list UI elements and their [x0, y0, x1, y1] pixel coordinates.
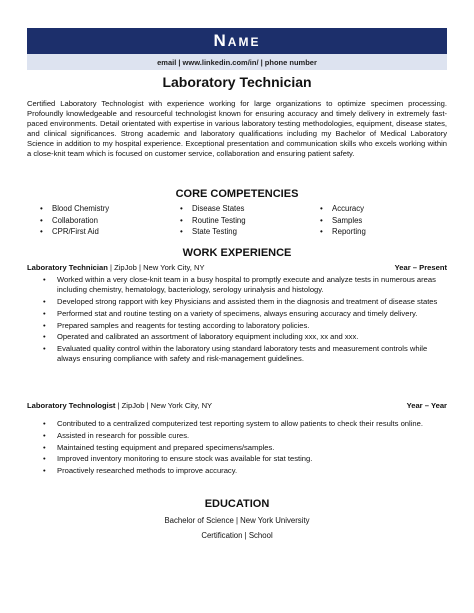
job-bullets: [27, 275, 447, 365]
candidate-name: Name: [213, 31, 261, 50]
resume-title: Laboratory Technician: [162, 74, 312, 90]
bullet-icon: •: [320, 204, 323, 213]
bullet-icon: •: [180, 215, 183, 225]
contact-bar: [27, 54, 447, 70]
competency-item: • Accuracy: [320, 204, 365, 213]
job-role: Laboratory Technician: [27, 263, 108, 272]
competency-item: • State Testing: [180, 227, 237, 236]
bullet-icon: •: [320, 227, 323, 236]
competency-item: • Blood Chemistry: [40, 204, 110, 213]
education-certification: Certification | School: [201, 531, 273, 540]
job-details: | ZipJob | New York City, NY: [107, 263, 205, 272]
education-degree: Bachelor of Science | New York University: [164, 516, 310, 525]
list-item: • Performed stat and routine testing on a variety of specimens, always ensuring accuracy and timely delivery.: [57, 309, 447, 319]
bullet-icon: •: [180, 227, 183, 236]
bullet-icon: •: [40, 204, 43, 213]
competency-item: • Reporting: [320, 227, 366, 236]
competency-item: • Collaboration: [40, 215, 98, 225]
job-dates: Year – Present: [394, 263, 447, 272]
list-item: • Prepared samples and reagents for testing according to laboratory policies.: [57, 321, 447, 331]
job-details: | ZipJob | New York City, NY: [115, 401, 213, 410]
work-experience-heading: WORK EXPERIENCE: [182, 247, 292, 259]
job-bullets: [27, 419, 447, 476]
list-item: • Operated and calibrated an assortment of laboratory equipment including xxx, xx and xxx.: [57, 332, 447, 342]
list-item: • Evaluated quality control within the laboratory using standard laboratory tests and measurement controls while always ensuring compliance with safety and risk-management guidelines.: [57, 344, 447, 364]
contact-info: email | www.linkedin.com/in/ | phone number: [157, 57, 317, 67]
competencies-list: [40, 203, 450, 238]
job-role: Laboratory Technologist: [27, 401, 116, 410]
list-item: • Contributed to a centralized computerized test reporting system to allow patients to check their results online.: [57, 419, 447, 429]
job-header: [27, 401, 447, 411]
job-dates: Year – Year: [406, 401, 447, 410]
name-header: [27, 28, 447, 54]
list-item: • Developed strong rapport with key Physicians and assisted them in the diagnosis and treatment of disease states: [57, 297, 447, 307]
bullet-icon: •: [320, 215, 323, 225]
list-item: • Maintained testing equipment and prepared specimens/samples.: [57, 443, 447, 453]
list-item: • Proactively researched methods to improve accuracy.: [57, 466, 447, 476]
core-competencies-heading: CORE COMPETENCIES: [175, 188, 299, 200]
education-heading: EDUCATION: [204, 498, 270, 510]
list-item: • Assisted in research for possible cures.: [57, 431, 447, 441]
job-entry: [27, 401, 447, 478]
competency-item: • Routine Testing: [180, 215, 246, 225]
competency-item: • Disease States: [180, 204, 245, 213]
list-item: • Improved inventory monitoring to ensure stock was available for stat testing.: [57, 454, 447, 464]
summary-paragraph: Certified Laboratory Technologist with experience working for large organizations to optimize specimen processing. Profoundly knowledgeable and resourceful technologist known for ensuring accuracy and timely delivery in extremely fast-paced environments. Detail orientated with expertise in various laboratory testing methodologies, equipment, disease states, and clinical significances. Strong academic and laboratory qualifications including my Bachelor of Medical Laboratory Science in addition to my hospital experience. Exceptional presentation and communication skills who excels working within a close-knit team which is focused on customer service, collaboration and ensuring patient safety.: [27, 99, 447, 159]
bullet-icon: •: [40, 215, 43, 225]
list-item: • Worked within a very close-knit team in a busy hospital to promptly execute and analyze tests in numerous areas including chemistry, hematology, bacteriology, serology urinalysis and histology.: [57, 275, 447, 295]
competency-item: • CPR/First Aid: [40, 227, 99, 236]
bullet-icon: •: [180, 204, 183, 213]
competency-item: • Samples: [320, 215, 363, 225]
job-entry: [27, 263, 447, 366]
bullet-icon: •: [40, 227, 43, 236]
job-header: [27, 263, 447, 273]
